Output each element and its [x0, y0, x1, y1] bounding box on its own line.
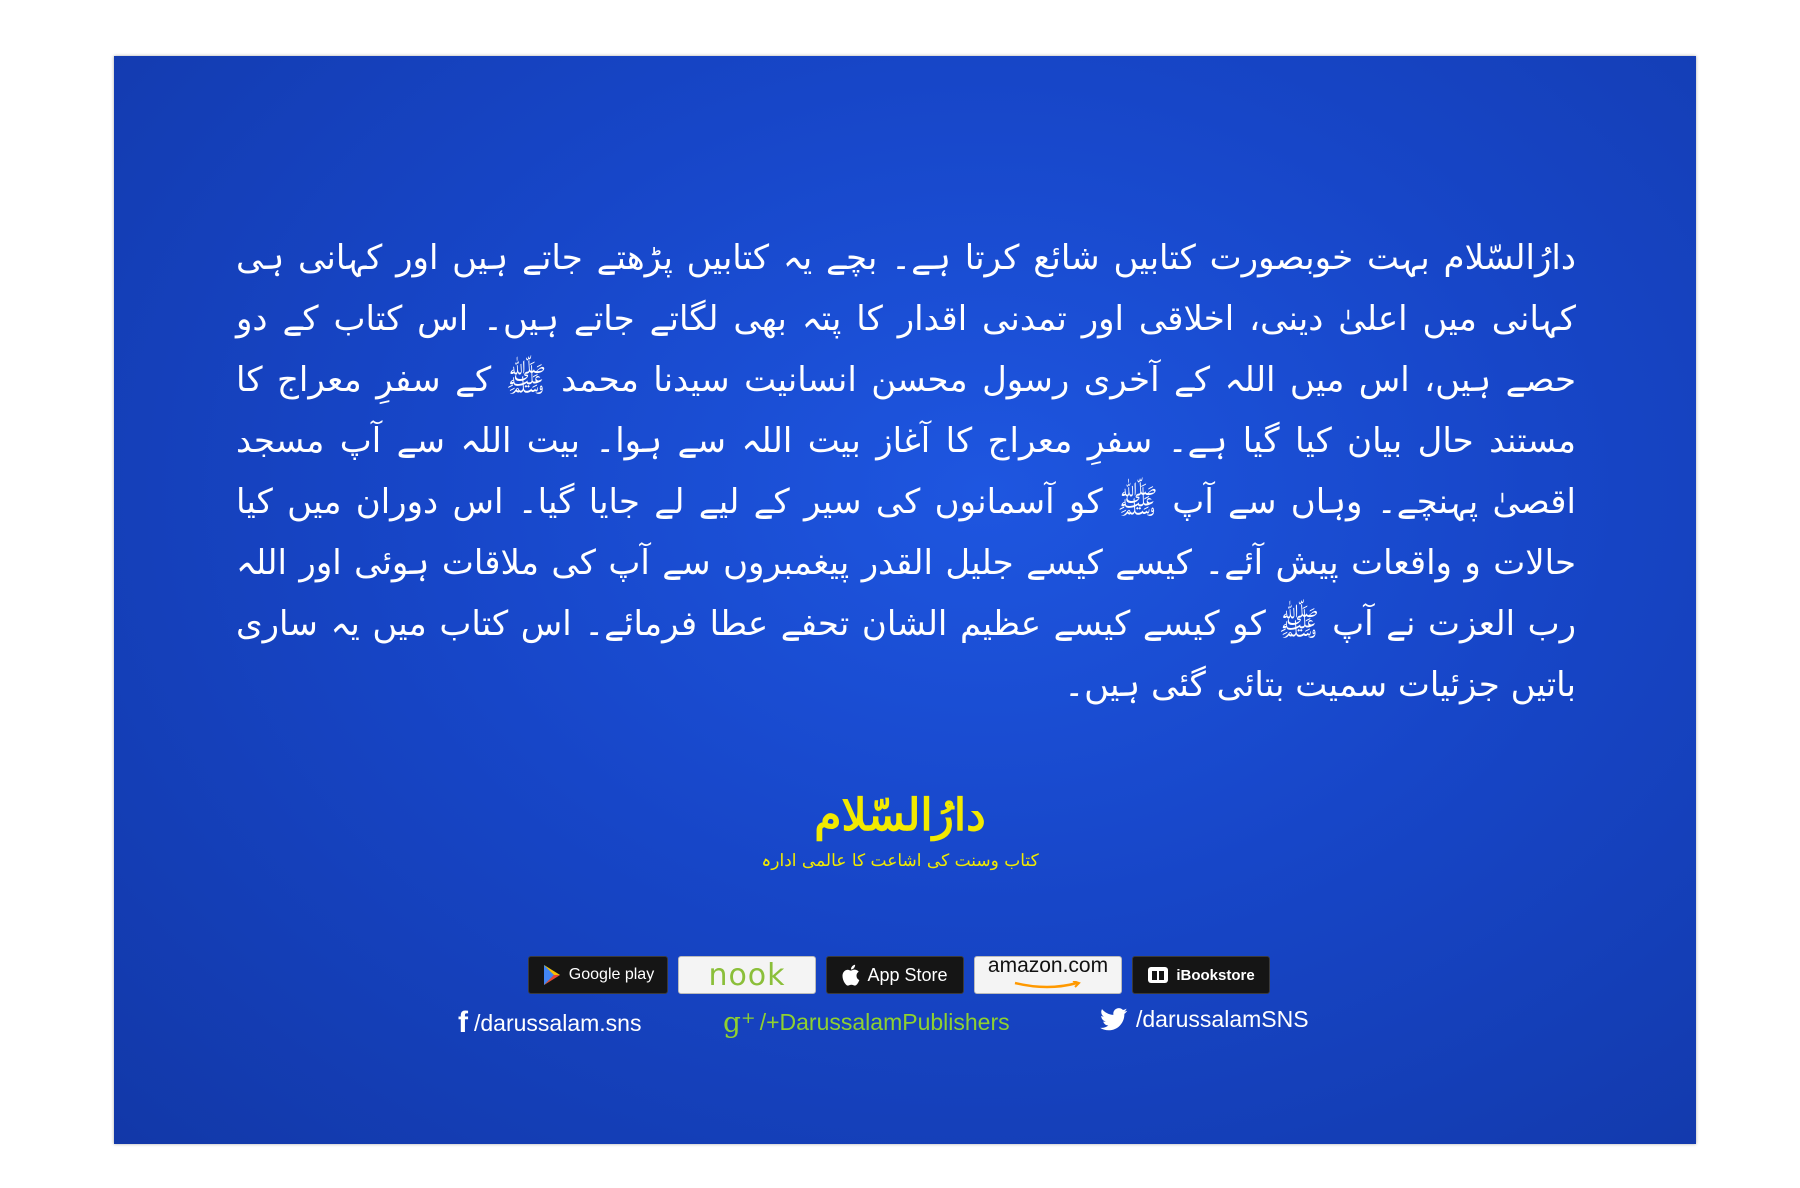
google-plus-link[interactable] [723, 1006, 1010, 1039]
amazon-smile-icon [1013, 976, 1083, 994]
publisher-name: دارُالسّلام [814, 790, 986, 841]
amazon-badge[interactable] [974, 956, 1122, 994]
publisher-logo [700, 788, 1100, 871]
store-badges [528, 956, 1282, 996]
twitter-link[interactable] [1100, 1006, 1309, 1033]
google-plus-icon: g⁺ [723, 1006, 756, 1039]
amazon-label: amazon.com [987, 954, 1109, 977]
google-play-label: Google play [568, 966, 655, 983]
description-line: اخلاقی اور تمدنی اقدار کا پتہ بھی لگاتے جاتے ہیں۔ اس کتاب کے دو حصے ہیں، اس میں اللہ کے آخری رسول محسن [236, 299, 1577, 400]
description-line: تحفے عطا فرمائے۔ اس کتاب میں یہ ساری باتیں جزئیات سمیت بتائی گئی ہیں۔ [236, 604, 1576, 705]
ibookstore-label: iBookstore [1176, 966, 1255, 984]
nook-label: nook [708, 957, 786, 993]
google-play-badge[interactable] [528, 956, 668, 994]
apple-icon [842, 964, 860, 986]
facebook-link[interactable] [458, 1006, 641, 1040]
description-line: انسانیت سیدنا محمد ﷺ کے سفرِ معراج کا مستند حال بیان کیا گیا ہے۔ سفرِ معراج کا آغاز بیت اللہ سے ہوا۔ بیت اللہ سے [236, 360, 1577, 461]
description-line: دارُالسّلام بہت خوبصورت کتابیں شائع کرتا ہے۔ بچے یہ کتابیں پڑھتے جاتے ہیں اور کہانی ہی کہانی میں اعلیٰ دینی، [236, 238, 1576, 339]
description-line: آپ مسجد اقصیٰ پہنچے۔ وہاں سے آپ ﷺ کو آسمانوں کی سیر کے لیے لے جایا گیا۔ اس دوران میں کیا حالات و واقعات [236, 421, 1577, 583]
twitter-handle: /darussalamSNS [1136, 1006, 1309, 1032]
play-icon [542, 964, 562, 986]
book-icon [1147, 965, 1169, 985]
google-plus-handle: /+DarussalamPublishers [759, 1009, 1010, 1035]
nook-badge[interactable] [678, 956, 816, 994]
ibookstore-badge[interactable] [1132, 956, 1270, 994]
facebook-handle: /darussalam.sns [474, 1009, 642, 1036]
publisher-tagline: کتاب وسنت کی اشاعت کا عالمی ادارہ [761, 851, 1039, 871]
description-text [236, 228, 1576, 716]
facebook-icon: f [458, 1006, 468, 1039]
twitter-icon [1100, 1008, 1128, 1031]
app-store-label: App Store [867, 964, 948, 985]
app-store-badge[interactable] [826, 956, 964, 994]
description-line: پیش آئے۔ کیسے کیسے جلیل القدر پیغمبروں سے آپ کی ملاقات ہوئی اور اللہ رب العزت نے آپ ﷺ کو کیسے کیسے عظیم الشان [236, 543, 1577, 644]
social-links [458, 1006, 1358, 1040]
